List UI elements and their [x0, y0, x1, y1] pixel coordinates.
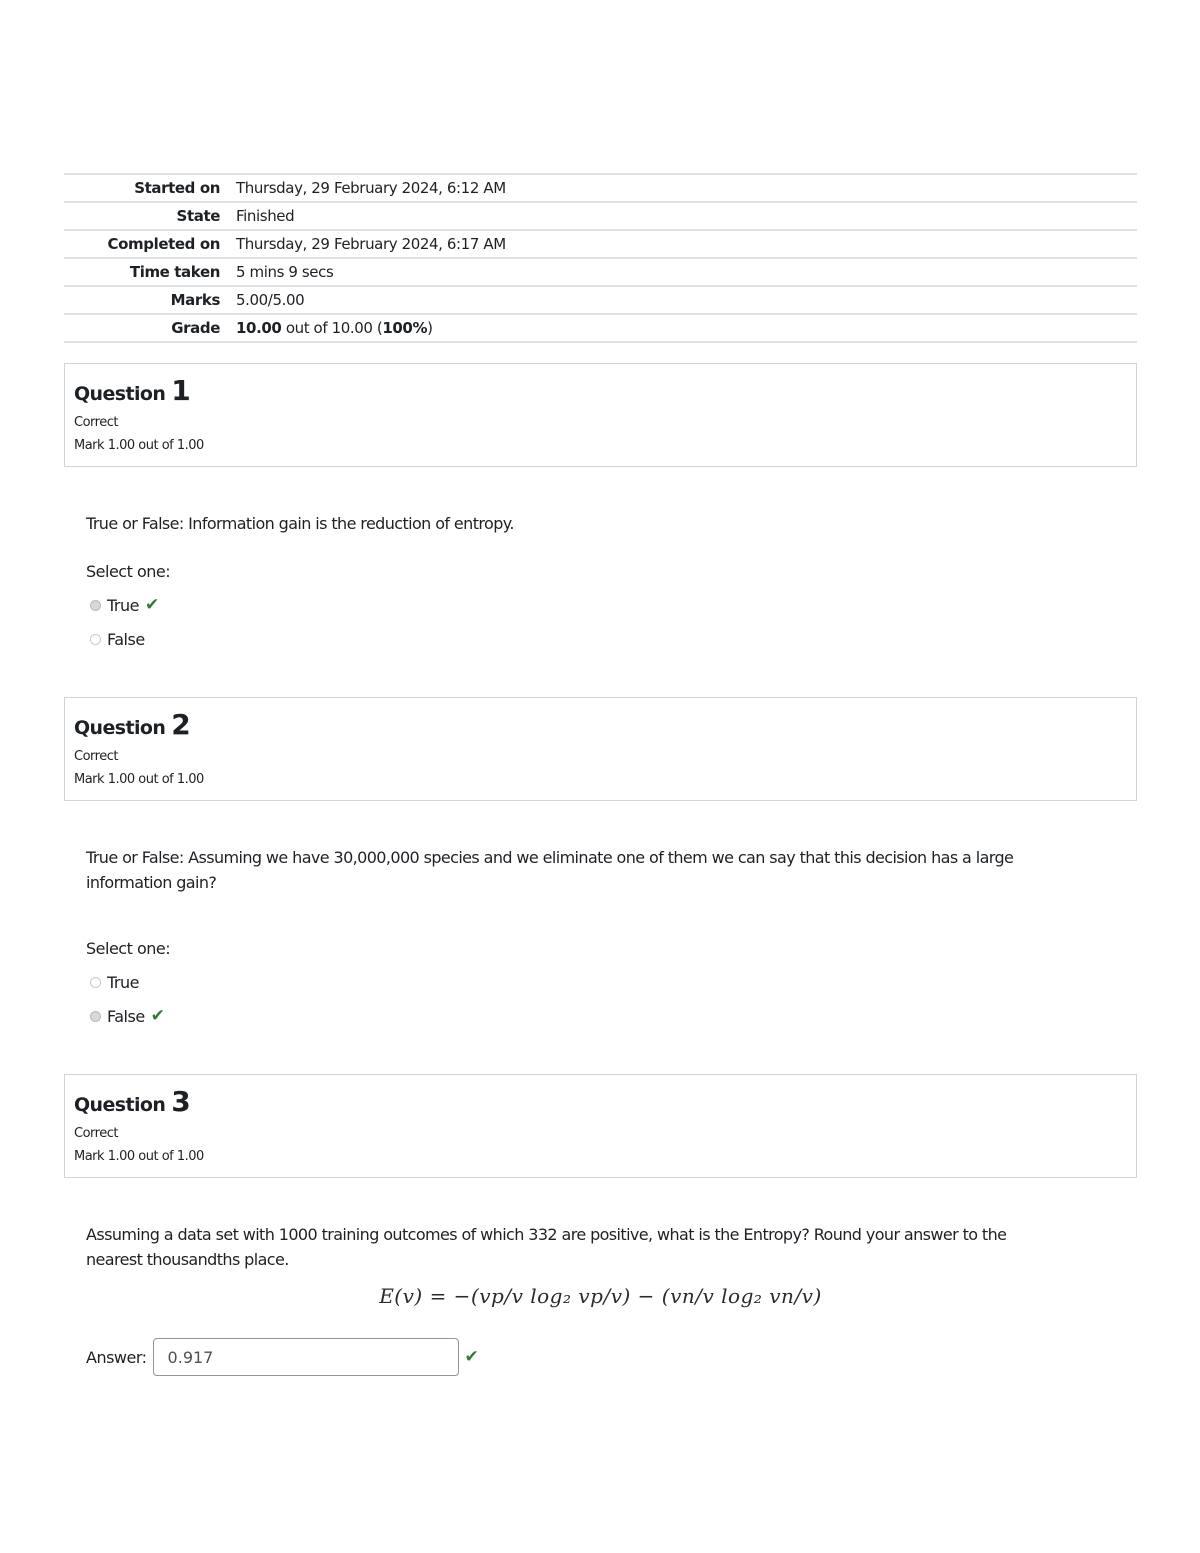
question-number: 2: [171, 708, 191, 741]
question-word: Question: [74, 717, 166, 739]
marks-label: Marks: [170, 291, 220, 309]
correct-check-icon: ✔: [464, 1347, 479, 1367]
summary-row-grade: [64, 314, 1137, 342]
option-label: False: [107, 629, 145, 649]
question-2-title: [74, 708, 1127, 741]
question-1-mark: Mark 1.00 out of 1.00: [74, 438, 204, 453]
grade-value: [236, 314, 1137, 342]
question-3-state: Correct: [74, 1126, 118, 1141]
summary-row-started: [64, 174, 1137, 202]
entropy-formula: E(v) = −(vp/v log₂ vp/v) − (vn/v log₂ vn/v): [379, 1284, 822, 1308]
question-1-info: [64, 363, 1137, 467]
question-3-answer-row: [86, 1338, 1137, 1376]
state-label: State: [176, 207, 220, 225]
radio-button[interactable]: [90, 600, 101, 611]
answer-input[interactable]: [153, 1338, 459, 1376]
question-3-info: [64, 1074, 1137, 1178]
time-taken-value: 5 mins 9 secs: [236, 263, 334, 281]
grade-rest: out of 10.00 (: [281, 319, 383, 337]
question-1-option-false[interactable]: [90, 629, 1137, 649]
quiz-review-page: [64, 173, 1137, 1376]
attempt-summary-table: [64, 173, 1137, 343]
option-label: True: [107, 595, 139, 615]
option-label: False: [107, 1006, 145, 1026]
grade-label: Grade: [171, 319, 220, 337]
grade-score: 10.00: [236, 319, 282, 337]
completed-on-label: Completed on: [107, 235, 220, 253]
started-on-label: Started on: [134, 179, 220, 197]
question-2-option-false[interactable]: [90, 1006, 1137, 1026]
started-on-value: Thursday, 29 February 2024, 6:12 AM: [236, 179, 506, 197]
grade-percent: 100%: [382, 319, 428, 337]
question-3-title: [74, 1085, 1127, 1118]
completed-on-value: Thursday, 29 February 2024, 6:17 AM: [236, 235, 506, 253]
question-2-text: True or False: Assuming we have 30,000,000 species and we eliminate one of them we can say that this decision has a large information gain?: [86, 848, 1014, 892]
answer-label: Answer:: [86, 1347, 147, 1367]
question-word: Question: [74, 383, 166, 405]
question-3-mark: Mark 1.00 out of 1.00: [74, 1149, 204, 1164]
question-1-title: [74, 374, 1127, 407]
question-1-state: Correct: [74, 415, 118, 430]
correct-check-icon: ✔: [150, 1006, 165, 1026]
question-3-text: Assuming a data set with 1000 training outcomes of which 332 are positive, what is the Entropy? Round your answer to the nearest thousandths place.: [86, 1225, 1007, 1269]
question-2-state: Correct: [74, 749, 118, 764]
grade-close: ): [427, 319, 433, 337]
question-2-option-true[interactable]: [90, 972, 1137, 992]
question-1-text: True or False: Information gain is the reduction of entropy.: [86, 514, 514, 533]
radio-button[interactable]: [90, 634, 101, 645]
question-number: 3: [171, 1085, 191, 1118]
state-value: Finished: [236, 207, 295, 225]
time-taken-label: Time taken: [129, 263, 220, 281]
summary-row-state: [64, 202, 1137, 230]
marks-value: 5.00/5.00: [236, 291, 305, 309]
option-label: True: [107, 972, 139, 992]
question-2-mark: Mark 1.00 out of 1.00: [74, 772, 204, 787]
summary-row-marks: [64, 286, 1137, 314]
radio-button[interactable]: [90, 977, 101, 988]
radio-button[interactable]: [90, 1011, 101, 1022]
summary-row-completed: [64, 230, 1137, 258]
summary-row-time: [64, 258, 1137, 286]
correct-check-icon: ✔: [144, 595, 159, 615]
question-word: Question: [74, 1094, 166, 1116]
question-number: 1: [171, 374, 191, 407]
question-2-info: [64, 697, 1137, 801]
question-2-prompt: Select one:: [86, 939, 171, 958]
question-1-prompt: Select one:: [86, 562, 171, 581]
question-1-option-true[interactable]: [90, 595, 1137, 615]
